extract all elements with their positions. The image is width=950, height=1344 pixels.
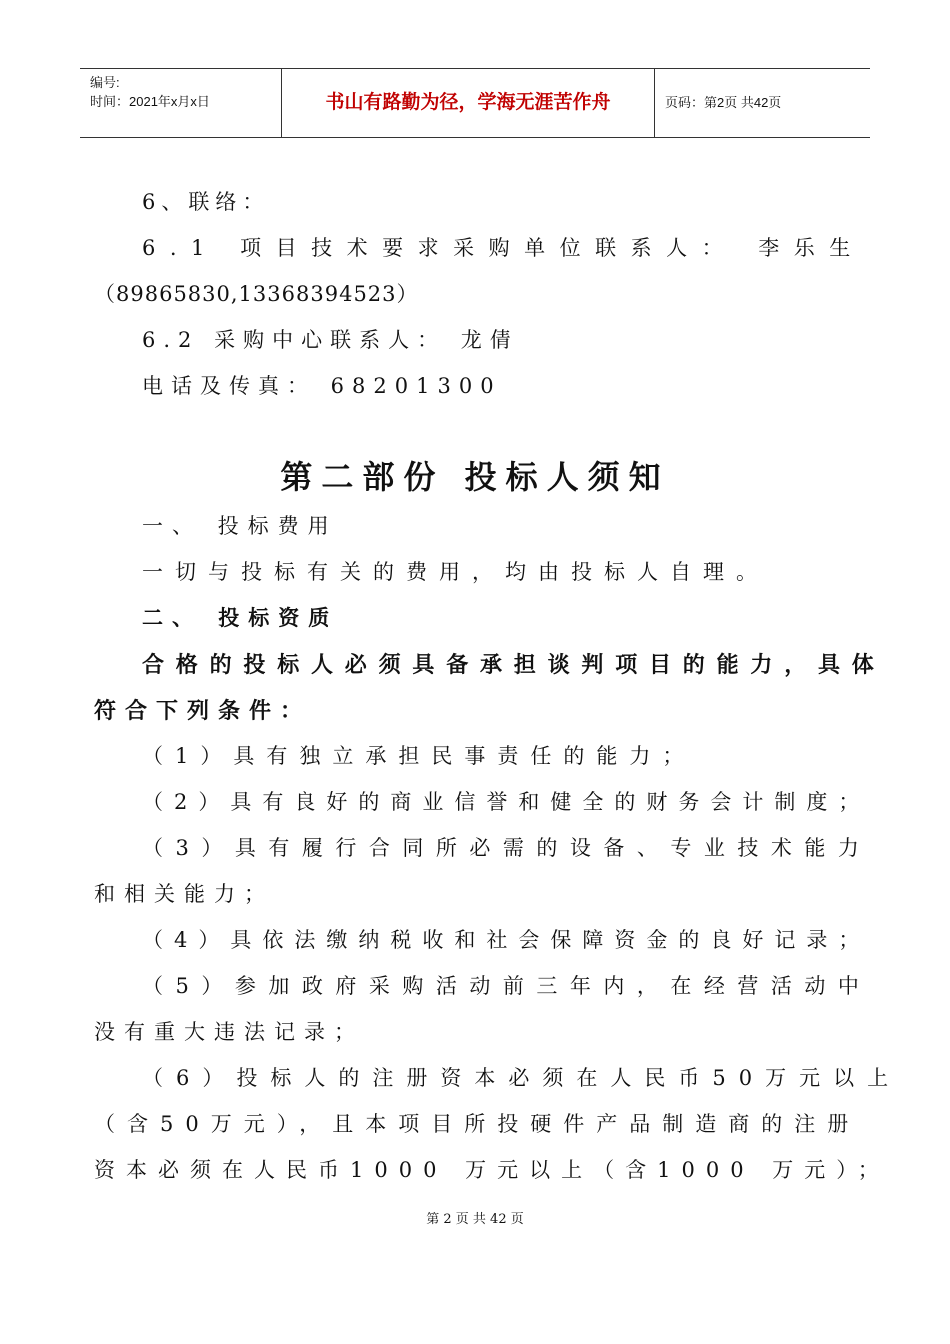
qualification-intro-1: 合格的投标人必须具备承担谈判项目的能力，具体 <box>142 652 886 678</box>
contact-6-1: 6.1 项目技术要求采购单位联系人： 李乐生 <box>142 236 865 260</box>
contact-heading: 6、联络： <box>142 190 270 214</box>
condition-3-line-2: 和相关能力； <box>94 882 274 906</box>
contact-6-1-phones: （89865830,13368394523） <box>94 282 419 306</box>
part-title: 第二部份 投标人须知 <box>280 458 670 496</box>
condition-3-line-1: （3）具有履行合同所必需的设备、专业技术能力 <box>142 836 872 860</box>
qualification-intro-2: 符合下列条件： <box>94 698 312 724</box>
fee-heading: 一、 投标费用 <box>142 514 338 538</box>
condition-5-line-1: （5）参加政府采购活动前三年内，在经营活动中 <box>142 974 872 998</box>
qualification-heading: 二、 投标资质 <box>142 605 339 630</box>
condition-6-line-1: （6）投标人的注册资本必须在人民币50万元以上 <box>142 1066 902 1090</box>
condition-4: （4）具依法缴纳税收和社会保障资金的良好记录； <box>142 928 871 952</box>
fee-text: 一切与投标有关的费用，均由投标人自理。 <box>142 560 769 584</box>
condition-2: （2）具有良好的商业信誉和健全的财务会计制度； <box>142 790 871 814</box>
header-motto: 书山有路勤为径，学海无涯苦作舟 <box>282 69 655 137</box>
condition-6-line-3: 资本必须在人民币1000 万元以上（含1000 万元）； <box>94 1158 890 1182</box>
doc-time: 时间：2021年x月x日 <box>90 94 210 109</box>
header-page-info: 页码：第2页 共42页 <box>665 95 782 110</box>
header-meta <box>80 69 282 137</box>
page-header <box>80 68 870 138</box>
doc-number-label: 编号: <box>90 75 120 90</box>
contact-6-2: 6.2 采购中心联系人： 龙倩 <box>142 328 519 352</box>
phone-fax: 电话及传真： 68201300 <box>142 374 502 398</box>
page-footer: 第 2 页 共 42 页 <box>426 1212 524 1227</box>
condition-5-line-2: 没有重大违法记录； <box>94 1020 364 1044</box>
condition-1: （1）具有独立承担民事责任的能力； <box>142 744 696 768</box>
condition-6-line-2: （含50万元），且本项目所投硬件产品制造商的注册 <box>94 1112 861 1136</box>
